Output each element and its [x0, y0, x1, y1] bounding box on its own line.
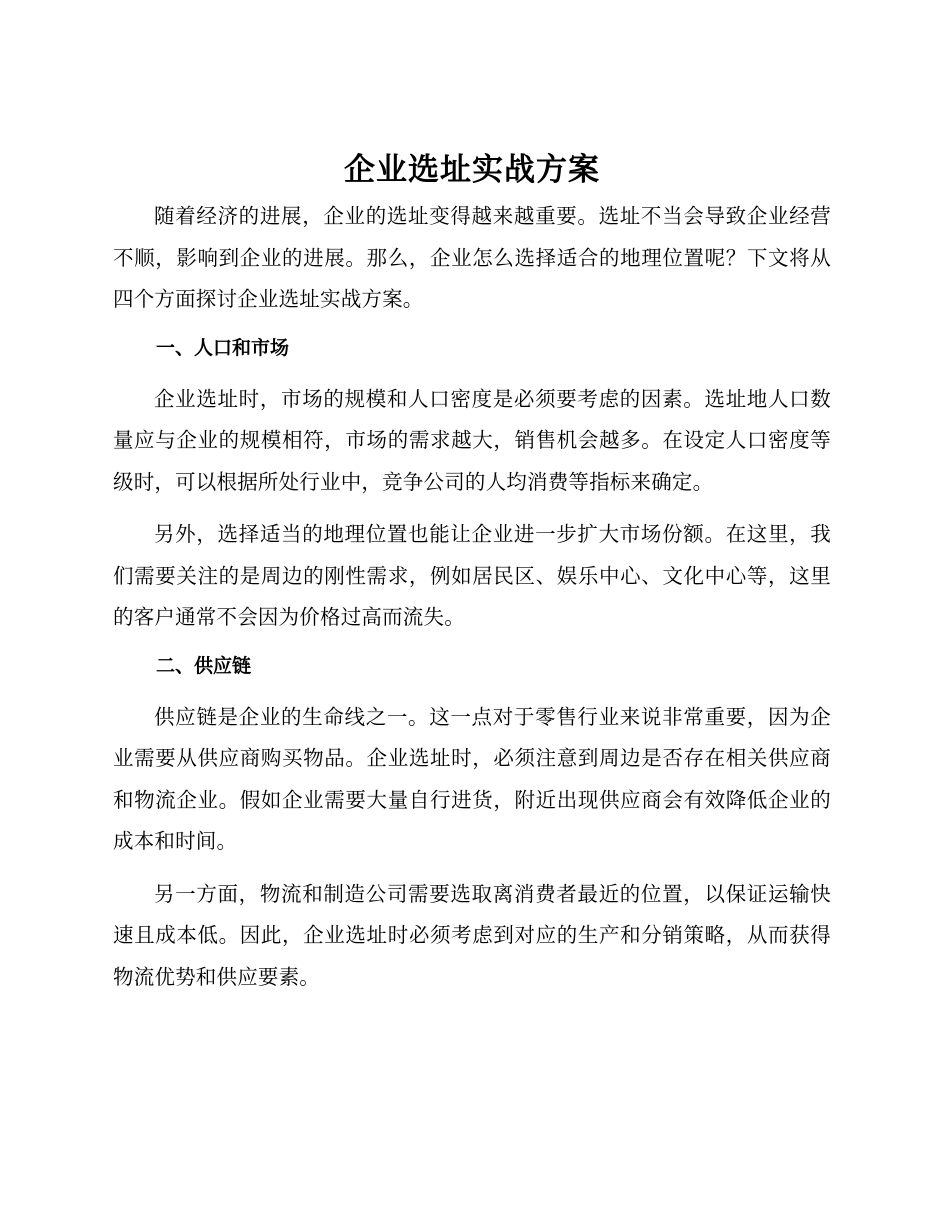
document-page [113, 148, 831, 1009]
intro-paragraph: 随着经济的进展，企业的选址变得越来越重要。选址不当会导致企业经营不顺，影响到企业的进展。那么，企业怎么选择适合的地理位置呢？下文将从四个方面探讨企业选址实战方案。 [113, 204, 831, 311]
document-title: 企业选址实战方案 [344, 152, 600, 188]
section-population-market [113, 332, 831, 639]
section-heading: 一、人口和市场 [156, 336, 290, 359]
section-paragraph: 供应链是企业的生命线之一。这一点对于零售行业来说非常重要，因为企业需要从供应商购买物品。企业选址时，必须注意到周边是否存在相关供应商和物流企业。假如企业需要大量自行进货，附近出现供应商会有效降低企业的成本和时间。 [113, 704, 831, 853]
section-paragraph: 企业选址时，市场的规模和人口密度是必须要考虑的因素。选址地人口数量应与企业的规模相符，市场的需求越大，销售机会越多。在设定人口密度等级时，可以根据所处行业中，竞争公司的人均消费等指标来确定。 [113, 386, 831, 494]
section-supply-chain [113, 650, 831, 999]
section-paragraph: 另外，选择适当的地理位置也能让企业进一步扩大市场份额。在这里，我们需要关注的是周边的刚性需求，例如居民区、娱乐中心、文化中心等，这里的客户通常不会因为价格过高而流失。 [113, 522, 831, 629]
section-heading: 二、供应链 [156, 654, 252, 677]
section-paragraph: 另一方面，物流和制造公司需要选取离消费者最近的位置，以保证运输快速且成本低。因此，企业选址时必须考虑到对应的生产和分销策略，从而获得物流优势和供应要素。 [113, 881, 831, 989]
